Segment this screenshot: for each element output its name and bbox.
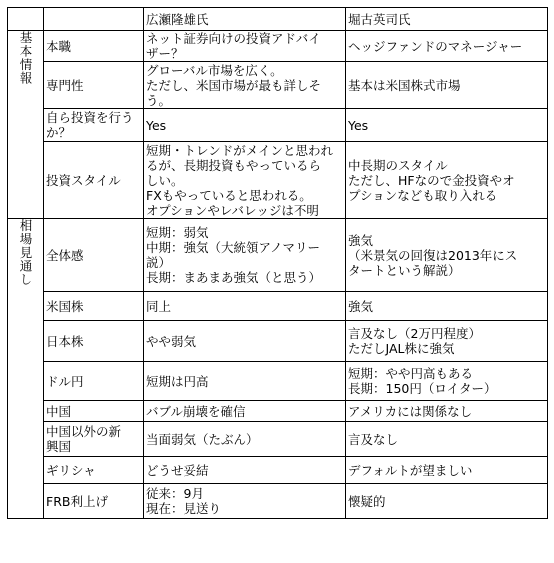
header-empty-cell <box>8 8 44 31</box>
row-value-hirose: 当面弱気（たぶん） <box>144 422 346 457</box>
header-hirose: 広瀬隆雄氏 <box>144 8 346 31</box>
row-value-horiko: デフォルトが望ましい <box>346 457 548 484</box>
row-value-hirose: 従来：9月 現在：見送り <box>144 484 346 519</box>
table-row <box>8 401 548 422</box>
row-value-horiko: 懐疑的 <box>346 484 548 519</box>
row-value-hirose: 短期・トレンドがメインと思われ るが、長期投資もやっているら しい。 FXもやっていると思われる。 オプションやレバレッジは不明 <box>144 142 346 219</box>
row-value-horiko: 強気 （米景気の回復は2013年にス タートという解説） <box>346 219 548 292</box>
row-item: 中国 <box>44 401 144 422</box>
row-value-horiko: アメリカには関係なし <box>346 401 548 422</box>
row-item: 本職 <box>44 31 144 62</box>
header-horiko: 堀古英司氏 <box>346 8 548 31</box>
table-row <box>8 142 548 219</box>
row-item: FRB利上げ <box>44 484 144 519</box>
row-item: ドル円 <box>44 362 144 401</box>
row-value-hirose: どうせ妥結 <box>144 457 346 484</box>
row-value-hirose: 同上 <box>144 292 346 321</box>
header-empty-cell <box>44 8 144 31</box>
row-item: 投資スタイル <box>44 142 144 219</box>
row-item: 米国株 <box>44 292 144 321</box>
table-row <box>8 457 548 484</box>
row-value-hirose: ネット証券向けの投資アドバイ ザー？ <box>144 31 346 62</box>
row-value-horiko: 短期：やや円高もある 長期：150円（ロイター） <box>346 362 548 401</box>
row-item: 自ら投資を行う か？ <box>44 109 144 142</box>
group-label-market-outlook: 相場見通し <box>8 219 44 519</box>
row-value-hirose: バブル崩壊を確信 <box>144 401 346 422</box>
table-row <box>8 362 548 401</box>
row-value-horiko: 強気 <box>346 292 548 321</box>
row-value-hirose: グローバル市場を広く。 ただし、米国市場が最も詳しそ う。 <box>144 62 346 109</box>
table-row <box>8 292 548 321</box>
row-item: 全体感 <box>44 219 144 292</box>
table-row <box>8 321 548 362</box>
table-row <box>8 422 548 457</box>
table-row <box>8 109 548 142</box>
row-item: 中国以外の新 興国 <box>44 422 144 457</box>
table-row <box>8 62 548 109</box>
row-value-hirose: やや弱気 <box>144 321 346 362</box>
row-value-horiko: 言及なし（2万円程度） ただしJAL株に強気 <box>346 321 548 362</box>
comparison-table <box>7 7 548 519</box>
row-value-hirose: 短期は円高 <box>144 362 346 401</box>
row-item: 専門性 <box>44 62 144 109</box>
row-value-horiko: 言及なし <box>346 422 548 457</box>
row-value-horiko: ヘッジファンドのマネージャー <box>346 31 548 62</box>
row-value-horiko: Yes <box>346 109 548 142</box>
group-label-basic-info: 基本情報 <box>8 31 44 219</box>
table-row <box>8 219 548 292</box>
row-item: 日本株 <box>44 321 144 362</box>
table-row <box>8 484 548 519</box>
row-value-horiko: 中長期のスタイル ただし、HFなので金投資やオ プションなども取り入れる <box>346 142 548 219</box>
row-value-hirose: Yes <box>144 109 346 142</box>
row-value-horiko: 基本は米国株式市場 <box>346 62 548 109</box>
row-item: ギリシャ <box>44 457 144 484</box>
row-value-hirose: 短期：弱気 中期：強気（大統領アノマリー 説） 長期：まあまあ強気（と思う） <box>144 219 346 292</box>
table-row <box>8 31 548 62</box>
header-row <box>8 8 548 31</box>
